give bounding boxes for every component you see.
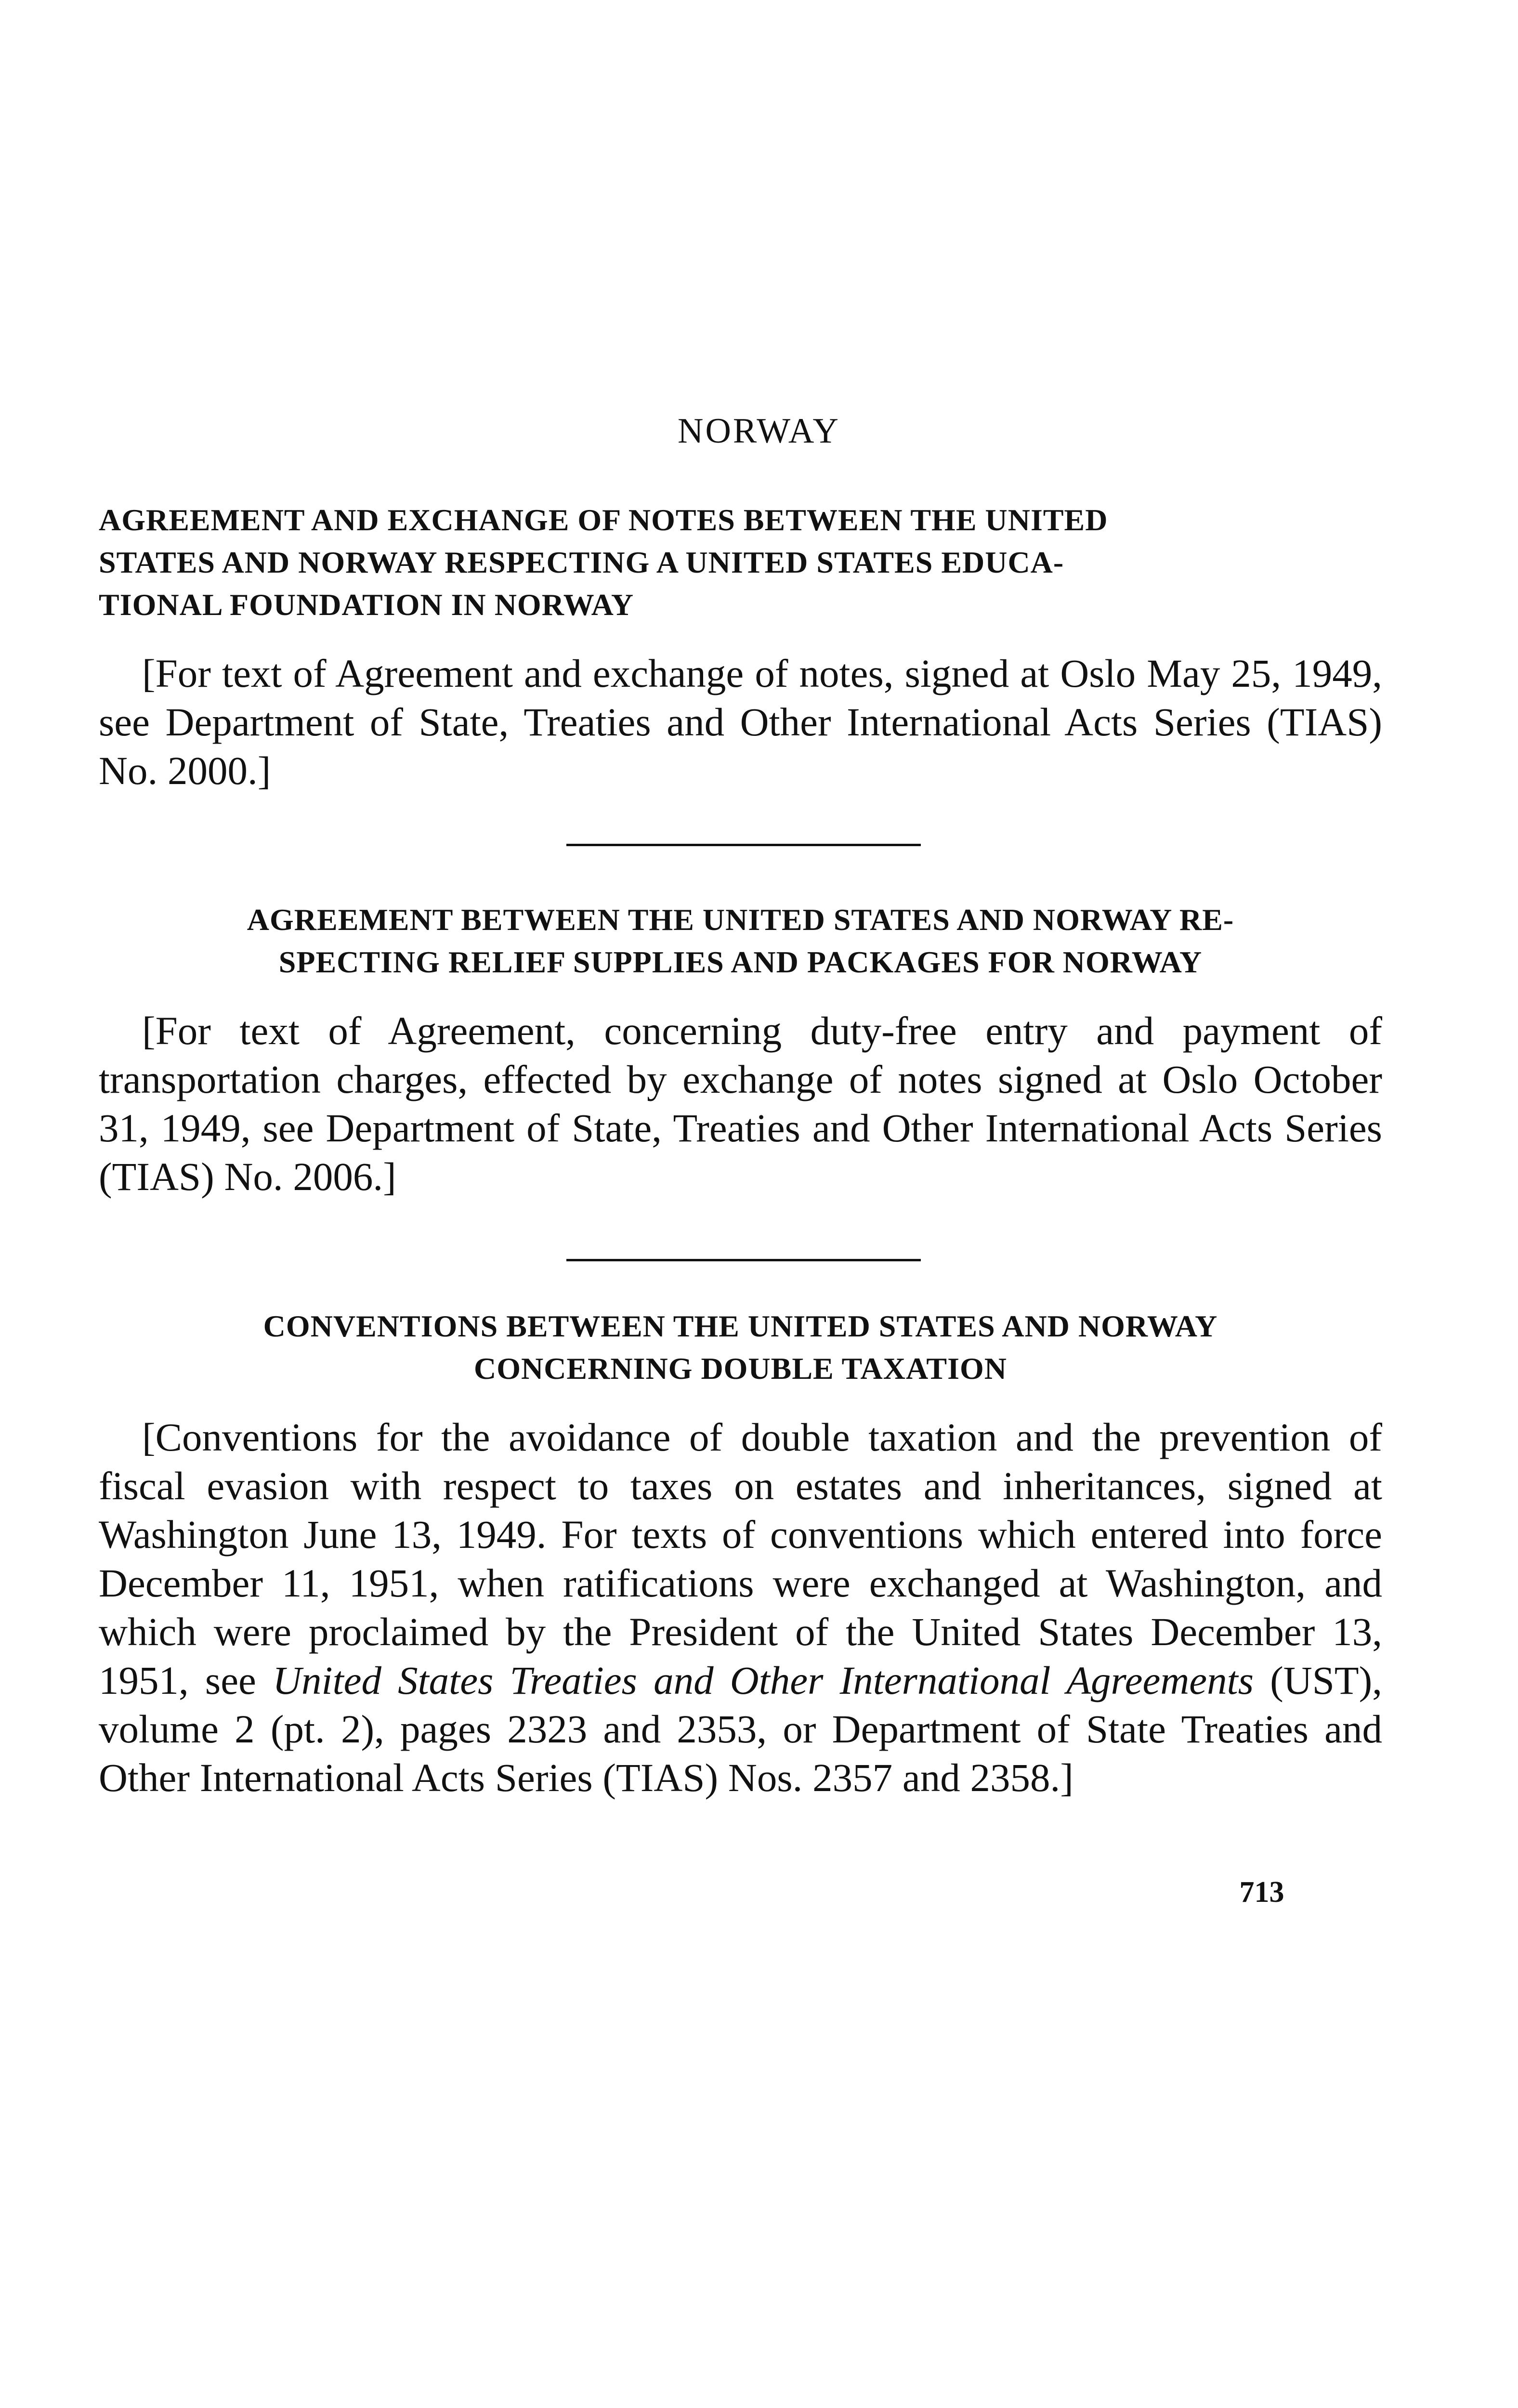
heading-line: CONVENTIONS BETWEEN THE UNITED STATES AND NORWAY <box>263 1309 1218 1343</box>
body-text-part: [Conventions for the avoidance of double taxation and the prevention of fiscal evasion with respect to taxes on estates and inheritances, signed at Washington June 13, 1949. For texts of conventions which entered into force December 11, 1951, when ratifications were exchanged at Washington, and which were proclaimed by the President of the United States December 13, 1951, see <box>99 1415 1382 1702</box>
country-title: NORWAY <box>678 411 840 451</box>
heading-line: CONCERNING DOUBLE TAXATION <box>473 1351 1008 1386</box>
section-divider <box>566 844 921 846</box>
section-body: [For text of Agreement, concerning duty-free entry and payment of transportation charges, effected by exchange of notes signed at Oslo October 31, 1949, see Department of State, Treaties and Other International Acts Series (TIAS) No. 2006.] <box>99 1008 1382 1199</box>
section-relief-supplies <box>99 899 1382 1201</box>
heading-line: AGREEMENT BETWEEN THE UNITED STATES AND NORWAY RE- <box>247 903 1234 937</box>
heading-line: AGREEMENT AND EXCHANGE OF NOTES BETWEEN THE UNITED <box>99 503 1108 537</box>
body-text-part: (UST), volume 2 (pt. 2), pages 2323 and 2353, or Department of State Treaties and Other International Acts Series (TIAS) Nos. 2357 and 2358.] <box>99 1658 1382 1800</box>
page-number: 713 <box>1239 1876 1284 1909</box>
section-heading <box>99 899 1382 983</box>
section-body: [For text of Agreement and exchange of notes, signed at Oslo May 25, 1949, see Department of State, Treaties and Other International Acts Series (TIAS) No. 2000.] <box>99 651 1382 793</box>
section-body <box>99 1413 1382 1802</box>
section-education-foundation <box>99 499 1382 795</box>
heading-line: SPECTING RELIEF SUPPLIES AND PACKAGES FOR NORWAY <box>278 945 1203 979</box>
section-heading <box>99 1305 1382 1390</box>
section-divider <box>566 1259 921 1261</box>
section-heading <box>99 499 1382 626</box>
publication-title: United States Treaties and Other International Agreements <box>273 1658 1254 1702</box>
section-double-taxation <box>99 1305 1382 1802</box>
heading-line: TIONAL FOUNDATION IN NORWAY <box>99 588 634 622</box>
heading-line: STATES AND NORWAY RESPECTING A UNITED STATES EDUCA- <box>99 545 1064 579</box>
